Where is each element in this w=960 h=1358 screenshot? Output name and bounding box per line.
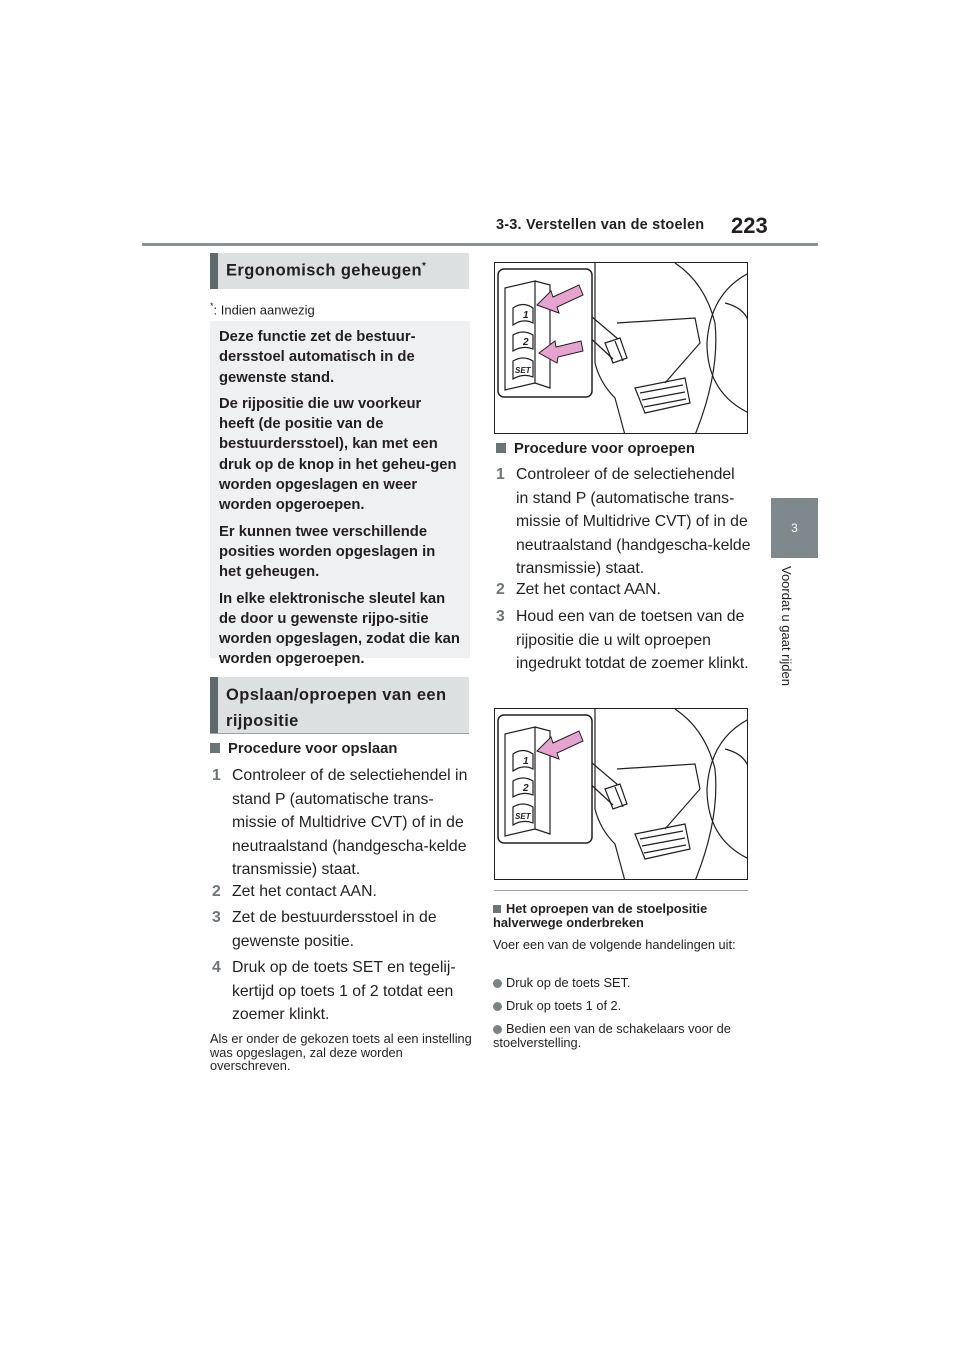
step-text: Controleer of de selectiehendel in stand P (automatische trans-missie of Multidrive CVT) of in de neutraalstand (handgescha-kelde transmissie) staat. [516, 466, 751, 578]
step-item [212, 906, 474, 953]
button-2-label: 2 [523, 783, 529, 794]
step-item [496, 578, 751, 602]
square-bullet-icon [496, 443, 506, 453]
header-rule [142, 243, 818, 246]
step-item [212, 956, 474, 1027]
set-button-label: SET [515, 812, 531, 821]
procedure-heading-opslaan [210, 741, 397, 757]
page-number: 223 [731, 213, 768, 238]
seat-memory-illustration [495, 709, 748, 880]
intro-paragraph: Deze functie zet de bestuur-dersstoel automatisch in de gewenste stand. [219, 329, 416, 386]
step-number: 2 [496, 581, 505, 598]
step-item [212, 764, 474, 882]
chapter-number: 3 [791, 521, 798, 535]
intro-paragraph: In elke elektronische sleutel kan de door u gewenste rijpo-sitie worden opgeslagen, zodat die kan worden opgeroepen. [219, 590, 460, 668]
button-1-label: 1 [523, 756, 529, 767]
square-bullet-icon [493, 905, 501, 913]
footnote [210, 301, 315, 317]
step-number: 1 [496, 466, 505, 483]
figure-seat-memory-recall [494, 708, 748, 880]
step-number: 3 [496, 608, 505, 625]
intro-paragraph: De rijpositie die uw voorkeur heeft (de positie van de bestuurdersstoel), kan met een druk op de knop in het geheu-gen worden opgeslagen en weer worden opgeroepen. [219, 395, 457, 514]
section-divider [210, 733, 469, 734]
procedure-heading-text: Procedure voor opslaan [228, 741, 398, 757]
bullet-item [493, 1022, 751, 1049]
step-text: Zet de bestuurdersstoel in de gewenste positie. [232, 909, 437, 950]
subheading-text: Het oproepen van de stoelpositie halverwege onderbreken [493, 901, 708, 930]
chapter-tab [771, 498, 818, 558]
step-text: Controleer of de selectiehendel in stand P (automatische trans-missie of Multidrive CVT) of in de neutraalstand (handgescha-kelde transmissie) staat. [232, 767, 468, 879]
step-number: 4 [212, 959, 221, 976]
seat-memory-illustration [495, 263, 748, 434]
footnote-mark: * [210, 301, 214, 311]
step-item [212, 880, 474, 904]
procedure-heading-oproepen [496, 441, 695, 457]
step-item [496, 463, 751, 581]
bullet-text: Druk op de toets SET. [506, 975, 631, 990]
bullet-dot-icon [493, 979, 502, 988]
square-bullet-icon [210, 743, 220, 753]
bullet-text: Bedien een van de schakelaars voor de stoelverstelling. [493, 1021, 731, 1050]
bullet-item [493, 999, 751, 1013]
figure-divider [494, 890, 748, 891]
bullet-item [493, 976, 751, 990]
step-text: Druk op de toets SET en tegelij-kertijd op toets 1 of 2 totdat een zoemer klinkt. [232, 959, 456, 1024]
footnote-text: : Indien aanwezig [213, 302, 315, 318]
intro-box [210, 321, 470, 668]
step-text: Zet het contact AAN. [232, 883, 377, 900]
bullet-dot-icon [493, 1002, 502, 1011]
section-heading-text: Ergonomisch geheugen [226, 261, 422, 280]
interrupt-intro: Voer een van de volgende handelingen uit: [493, 937, 736, 952]
step-text: Houd een van de toetsen van de rijpositie die u wilt oproepen ingedrukt totdat de zoemer klinkt. [516, 608, 749, 673]
overwrite-note: Als er onder de gekozen toets al een instelling was opgeslagen, zal deze worden overschreven. [210, 1031, 472, 1074]
step-number: 2 [212, 883, 221, 900]
chapter-title: Voordat u gaat rijden [779, 566, 794, 686]
interrupt-subheading [493, 902, 753, 929]
intro-paragraph: Er kunnen twee verschillende posities worden opgeslagen in het geheugen. [219, 523, 436, 581]
set-button-label: SET [515, 366, 531, 375]
running-header: 3-3. Verstellen van de stoelen [496, 217, 705, 233]
section-heading-opslaan: Opslaan/oproepen van een rijpositie [210, 677, 469, 733]
step-item [496, 605, 751, 676]
procedure-heading-text: Procedure voor oproepen [514, 441, 695, 457]
section-heading-ergonomisch [210, 253, 469, 289]
step-number: 1 [212, 767, 221, 784]
button-2-label: 2 [523, 337, 529, 348]
button-1-label: 1 [523, 310, 529, 321]
bullet-text: Druk op toets 1 of 2. [506, 998, 622, 1013]
step-number: 3 [212, 909, 221, 926]
bullet-dot-icon [493, 1025, 502, 1034]
section-heading-star: * [421, 261, 427, 272]
figure-seat-memory-buttons [494, 262, 748, 434]
step-text: Zet het contact AAN. [516, 581, 661, 598]
